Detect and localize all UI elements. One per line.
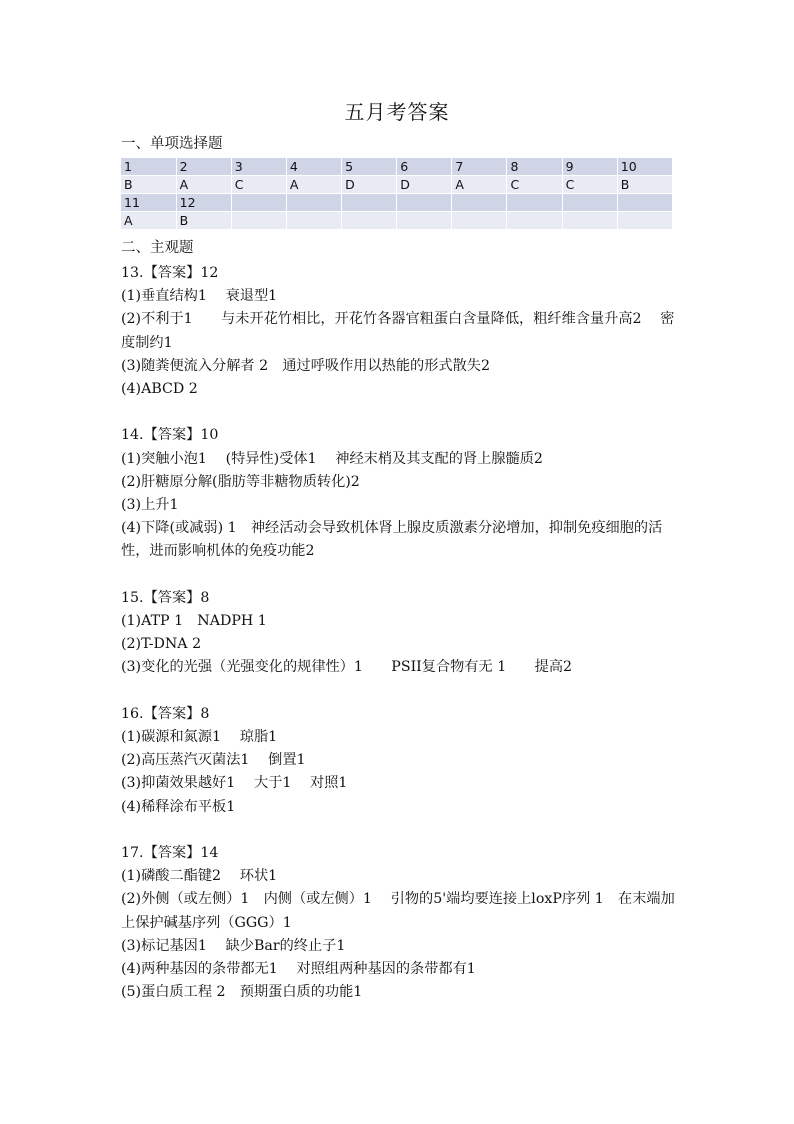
question-header: 16.【答案】8 — [121, 705, 210, 722]
answer-line: (3)标记基因1 缺少Bar的终止子1 — [121, 937, 346, 954]
answer-line: (3)抑菌效果越好1 大于1 对照1 — [121, 775, 348, 792]
table-cell — [452, 212, 507, 230]
table-row-answers — [121, 176, 673, 194]
table-cell: B — [176, 212, 231, 230]
answer-line: (2)不利于1 与未开花竹相比，开花竹各器官粗蛋白含量降低，粗纤维含量升高2 密度制约1 — [121, 311, 675, 351]
table-cell — [286, 194, 341, 212]
spacer — [121, 564, 681, 587]
table-cell: B — [121, 176, 176, 194]
spacer — [121, 401, 681, 424]
question-block-17 — [121, 842, 681, 1004]
table-cell — [397, 212, 452, 230]
answer-line: (4)两种基因的条带都无1 对照组两种基因的条带都有1 — [121, 961, 476, 978]
table-cell: 4 — [286, 158, 341, 176]
question-header: 17.【答案】14 — [121, 845, 219, 862]
answer-line: (2)肝糖原分解(脂肪等非糖物质转化)2 — [121, 473, 360, 490]
table-cell: 2 — [176, 158, 231, 176]
answer-line: (4)稀释涂布平板1 — [121, 798, 236, 815]
table-cell — [342, 212, 397, 230]
table-cell: 8 — [507, 158, 562, 176]
answer-line: (1)突触小泡1 (特异性)受体1 神经末梢及其支配的肾上腺髓质2 — [121, 450, 543, 467]
table-cell — [342, 194, 397, 212]
question-header: 13.【答案】12 — [121, 265, 219, 281]
table-cell: A — [286, 176, 341, 194]
answer-line: (2)高压蒸汽灭菌法1 倒置1 — [121, 752, 306, 769]
table-cell: 6 — [397, 158, 452, 176]
answer-line: (1)ATP 1 NADPH 1 — [121, 613, 267, 630]
answer-line: (4)ABCD 2 — [121, 381, 198, 398]
spacer — [121, 819, 681, 842]
answer-line: (1)垂直结构1 衰退型1 — [121, 288, 278, 305]
table-cell: D — [397, 176, 452, 194]
table-cell: 12 — [176, 194, 231, 212]
table-cell: D — [342, 176, 397, 194]
table-cell — [617, 194, 672, 212]
table-cell: 9 — [562, 158, 617, 176]
table-cell: C — [507, 176, 562, 194]
table-row-question-numbers — [121, 194, 673, 212]
answer-line: (2)外侧（或左侧）1 内侧（或左侧）1 引物的5'端均要连接上loxP序列 1 在末端加上保护碱基序列（GGG）1 — [121, 891, 675, 931]
question-header: 14.【答案】10 — [121, 427, 219, 444]
answer-line: (4)下降(或减弱) 1 神经活动会导致机体肾上腺皮质激素分泌增加，抑制免疫细胞的活性，进而影响机体的免疫功能2 — [121, 520, 663, 560]
table-cell: 7 — [452, 158, 507, 176]
table-cell: B — [617, 176, 672, 194]
table-cell: C — [562, 176, 617, 194]
table-cell: 10 — [617, 158, 672, 176]
question-header: 15.【答案】8 — [121, 589, 210, 606]
multiple-choice-answer-table — [121, 158, 673, 230]
table-cell: 5 — [342, 158, 397, 176]
table-cell: 1 — [121, 158, 176, 176]
question-block-13 — [121, 262, 681, 401]
table-cell — [231, 194, 286, 212]
section-heading-subjective: 二、主观题 — [121, 240, 194, 256]
page-title: 五月考答案 — [344, 100, 450, 124]
table-cell — [507, 194, 562, 212]
question-block-15 — [121, 587, 681, 680]
table-cell — [562, 212, 617, 230]
table-cell: 3 — [231, 158, 286, 176]
table-cell: C — [231, 176, 286, 194]
table-cell — [507, 212, 562, 230]
table-row-question-numbers — [121, 158, 673, 176]
table-cell — [397, 194, 452, 212]
table-cell: A — [121, 212, 176, 230]
answer-line: (2)T-DNA 2 — [121, 636, 202, 653]
answer-line: (3)随粪便流入分解者 2 通过呼吸作用以热能的形式散失2 — [121, 357, 490, 374]
answer-line: (3)上升1 — [121, 497, 179, 514]
table-cell — [562, 194, 617, 212]
answer-line: (1)磷酸二酯键2 环状1 — [121, 868, 278, 885]
answer-line: (5)蛋白质工程 2 预期蛋白质的功能1 — [121, 984, 363, 1001]
answer-line: (3)变化的光强（光强变化的规律性）1 PSII复合物有无 1 提高2 — [121, 659, 573, 676]
answer-line: (1)碳源和氮源1 琼脂1 — [121, 729, 278, 746]
spacer — [121, 680, 681, 703]
table-row-answers — [121, 212, 673, 230]
table-cell: A — [176, 176, 231, 194]
table-cell: A — [452, 176, 507, 194]
table-cell — [286, 212, 341, 230]
table-cell — [617, 212, 672, 230]
table-cell: 11 — [121, 194, 176, 212]
question-block-14 — [121, 424, 681, 563]
table-cell — [452, 194, 507, 212]
table-cell — [231, 212, 286, 230]
section-heading-multiple-choice: 一、单项选择题 — [121, 136, 223, 152]
subjective-answers — [121, 262, 681, 1004]
question-block-16 — [121, 703, 681, 819]
